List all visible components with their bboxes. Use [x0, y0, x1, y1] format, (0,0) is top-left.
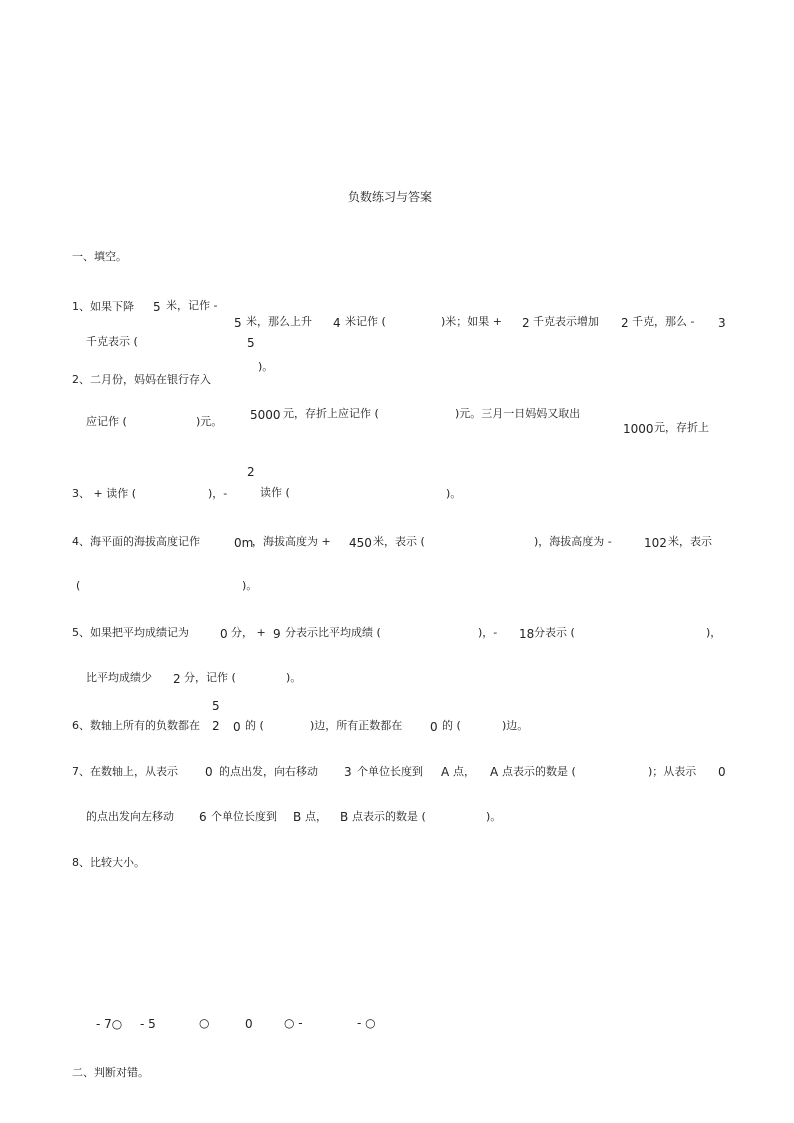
q2-text: 2、二月份，妈妈在银行存入 [72, 373, 211, 386]
q1-text: 千克表示增加 [533, 315, 599, 328]
q6-text: )边，所有正数都在 [310, 719, 403, 732]
q4-number: 450 [349, 536, 372, 550]
q3-number: 2 [247, 465, 255, 479]
q7-text: 7、在数轴上，从表示 [72, 765, 178, 778]
q4-text: ，海拔高度为 + [252, 535, 331, 548]
q4-number: 102 [644, 536, 667, 550]
q7-text: 个单位长度到 [211, 810, 277, 823]
q5-text: 分表示比平均成绩 ( [285, 626, 381, 639]
q5-text: 分，记作 ( [184, 671, 236, 684]
q7-letter: B [340, 810, 349, 824]
q8-compare-item: - 5 [140, 1017, 156, 1031]
q1-text: 米，记作 - [166, 299, 218, 312]
q4-text: ( [76, 579, 81, 592]
q1-text: 千克，那么 - [632, 315, 695, 328]
q5-text: )，- [478, 626, 498, 639]
q1-text: )。 [258, 360, 274, 373]
q1-text: )米；如果 + [441, 315, 503, 328]
q2-text: )元。三月一日妈妈又取出 [455, 407, 581, 420]
q6-text: 的 ( [245, 719, 264, 732]
q6-number: 0 [233, 720, 241, 734]
q8-compare-item: - ○ [357, 1016, 376, 1030]
q5-text: )， [706, 626, 722, 639]
q7-letter: A [490, 765, 499, 779]
q2-text: 元，存折上应记作 ( [283, 407, 379, 420]
q5-text: 比平均成绩少 [86, 671, 152, 684]
q2-number: 5000 [250, 408, 281, 422]
q6-text: 6、数轴上所有的负数都在 [72, 719, 200, 732]
q2-number: 1000 [623, 422, 654, 436]
q1-number: 5 [153, 300, 161, 314]
q6-number: 2 [212, 719, 220, 733]
q5-number: 9 [273, 627, 281, 641]
q4-text: )，海拔高度为 - [534, 535, 612, 548]
q6-text: 的 ( [442, 719, 461, 732]
q3-text: 3、 + 读作 ( [72, 487, 136, 500]
q8-compare-item: 0 [245, 1017, 253, 1031]
q4-number: 0m [234, 536, 254, 550]
q6-text: )边。 [502, 719, 529, 732]
q7-text: 点表示的数是 ( [502, 765, 576, 778]
q8-text: 8、比较大小。 [72, 856, 145, 869]
q1-text: 1、如果下降 [72, 300, 134, 313]
q7-letter: B [293, 810, 302, 824]
q5-text: )。 [286, 671, 302, 684]
q7-text: 点， [453, 765, 475, 778]
q3-text: 读作 ( [260, 486, 290, 499]
q2-text: 应记作 ( [86, 415, 127, 428]
q6-number: 0 [430, 720, 438, 734]
q7-number: 3 [344, 765, 352, 779]
q7-text: 点， [305, 810, 327, 823]
q5-text: 5、如果把平均成绩记为 [72, 626, 189, 639]
section-1-heading: 一、填空。 [72, 250, 127, 263]
q7-number: 0 [718, 765, 726, 779]
q5-number: 0 [220, 627, 228, 641]
q4-text: )。 [242, 579, 258, 592]
q3-text: )，- [208, 487, 228, 500]
q5-text: 分表示 ( [534, 626, 575, 639]
q1-number: 4 [333, 316, 341, 330]
q8-compare-circle: ○ [199, 1016, 210, 1030]
q4-text: 米，表示 [668, 535, 712, 548]
q4-text: 4、海平面的海拔高度记作 [72, 535, 200, 548]
q7-text: )；从表示 [648, 765, 697, 778]
q6-number: 5 [212, 699, 220, 713]
q1-text: 米记作 ( [345, 315, 386, 328]
q7-number: 6 [199, 810, 207, 824]
q1-number: 5 [234, 316, 242, 330]
page-title: 负数练习与答案 [348, 190, 433, 204]
q7-letter: A [441, 765, 450, 779]
q2-text: 元，存折上 [654, 421, 709, 434]
q7-text: 的点出发，向右移动 [219, 765, 318, 778]
q2-text: )元。 [196, 415, 223, 428]
q1-text: 米，那么上升 [246, 315, 312, 328]
q1-text: 千克表示 ( [86, 335, 138, 348]
q1-number: 5 [247, 336, 255, 350]
q7-number: 0 [205, 765, 213, 779]
q5-number: 2 [173, 672, 181, 686]
q7-text: 个单位长度到 [357, 765, 423, 778]
q7-text: )。 [486, 810, 502, 823]
q5-text: 分， + [231, 626, 266, 639]
q8-compare-item: ○ - [284, 1016, 303, 1030]
q8-compare-item: - 7○ [96, 1017, 123, 1031]
q7-text: 点表示的数是 ( [352, 810, 426, 823]
q4-text: 米，表示 ( [373, 535, 425, 548]
q1-number: 2 [522, 316, 530, 330]
q1-number: 3 [718, 316, 726, 330]
q1-number: 2 [621, 316, 629, 330]
q7-text: 的点出发向左移动 [86, 810, 174, 823]
q5-number: 18 [519, 627, 535, 641]
section-2-heading: 二、判断对错。 [72, 1066, 149, 1079]
q3-text: )。 [446, 487, 462, 500]
